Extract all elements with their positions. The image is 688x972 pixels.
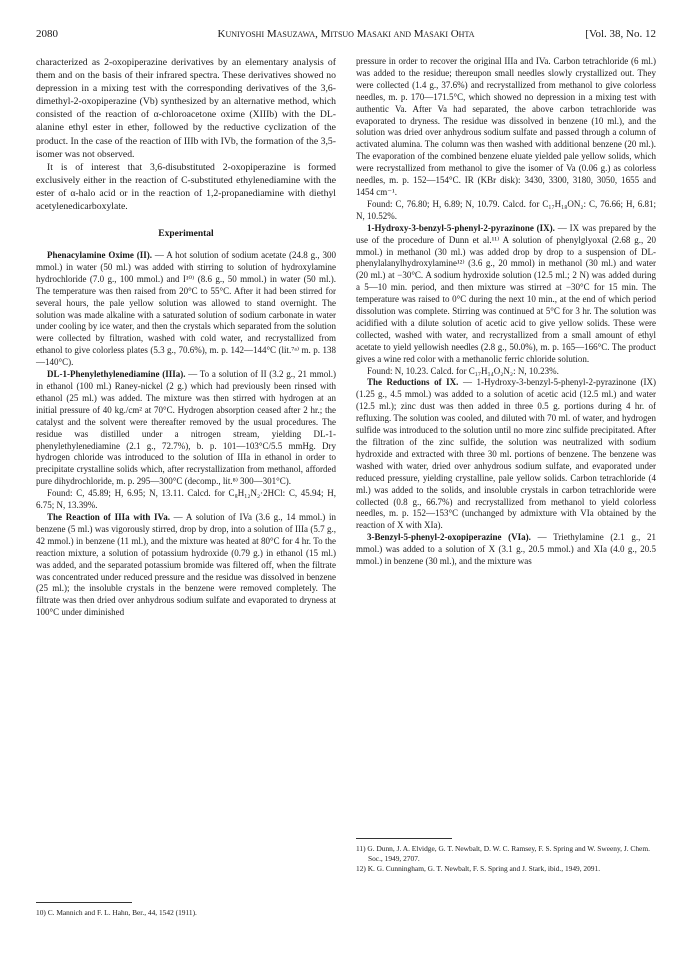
left-column — [36, 56, 336, 932]
procedure-paragraph — [36, 369, 336, 488]
procedure-body: — IX was prepared by the use of the procedure of Dunn et al.¹¹⁾ A solution of phenylglyoxal (2.68 g., 20 mmol.) in methanol (30 ml.) was added drop by drop to a suspension of DL-phenylalanylhydroxylamine¹²⁾ (3.6 g., 20 mmol) in methanol (30 ml.) and water (20 ml.) at −30°C. A sodium hydroxide solution (12.5 ml.; 2 N) was added during a 5—10 min. period, and then mixture was stirred at −30°C for 15 min. The temperature was raised to 0°C during the next 10 min., at the end of which period dissolution was complete. Stirring was continued at 5°C for 3 hr. The solution was acidified with a dilute solution of acetic acid to give yellow solids. These were collected, washed with water, and recrystallized from a small amount of ethyl acetate to yield yellowish needles (2.8 g., 50.0%), m. p. 165—166°C. The product gives a wine red color with a methanolic ferric chloride solution. — [356, 222, 657, 364]
running-head: Kuniyoshi Masuzawa, Mitsuo Masaki and Masaki Ohta — [217, 28, 475, 40]
page-number: 2080 — [36, 28, 58, 40]
right-column — [356, 56, 656, 841]
section-heading-experimental: Experimental — [158, 229, 214, 240]
volume-issue: [Vol. 38, No. 12 — [585, 28, 656, 40]
procedure-title: Phenacylamine Oxime (II). — [47, 250, 152, 261]
procedure-body: — Triethylamine (2.1 g., 21 mmol.) was added to a solution of X (3.1 g., 20.5 mmol.) and XIa (4.0 g., 20.5 mmol.) in benzene (30 ml.), and the mixture was — [356, 532, 656, 567]
intro-paragraph: characterized as 2-oxopiperazine derivatives by an elementary analysis of them and on the basis of their infrared spectra. These derivatives showed no depression in a mixing test with the corresponding derivatives of the 3,6-dimethyl-2-oxopiperazine (Vb) synthesized by an alternative method, which consisted of the reaction of α-chloroacetone oxime (XIIIb) with the DL-alanine ethyl ester in ether, followed by the reductive cyclization of the product. In the case of the reaction of IIIb with IVb, the formation of the 3,5-isomer was not observed. — [36, 57, 336, 160]
continued-paragraph: pressure in order to recover the original IIIa and IVa. Carbon tetrachloride (6 ml.) was added to the residue; thereupon small needles slowly crystallized out. They were collected (1.4 g., 37.6%) and recrystallized from methanol to give colorless needles, m. p. 170—171.5°C, which showed no depression in a mixing test with authentic Va. After Va had separated, the above carbon tetrachloride was evaporated to dryness. The residue was dissolved in benzene (10 ml.), and the solution was dried over anhydrous sodium sulfate and passed through a column of activated alumina. The column was then washed with additional benzene (20 ml.). The evaporation of the combined benzene eluate yielded pale yellow solids, which were recrystallized from methanol to give the isomer of Va (0.06 g.) as colorless needles, m. p. 152—154°C. IR (KBr disk): 3430, 3300, 3180, 3050, 1655 and 1454 cm⁻¹. — [356, 56, 656, 197]
footnotes-left — [36, 908, 336, 918]
procedure-paragraph — [36, 512, 336, 619]
procedure-paragraph — [356, 223, 656, 366]
footnote-rule — [36, 902, 132, 903]
procedure-title: 3-Benzyl-5-phenyl-2-oxopiperazine (VIa). — [367, 532, 531, 543]
procedure-title: The Reaction of IIIa with IVa. — [47, 511, 170, 522]
footnote: 12) K. G. Cunningham, G. T. Newbalt, F. S. Spring and J. Stark, ibid., 1949, 2091. — [356, 864, 601, 873]
procedure-paragraph — [356, 377, 656, 532]
procedure-paragraph — [356, 532, 656, 568]
procedure-paragraph — [36, 250, 336, 369]
procedure-body: — To a solution of II (3.2 g., 21 mmol.) in ethanol (100 ml.) Raney-nickel (2 g.) which had previously been rinsed with ethanol (25 ml.) was added. The mixture was then stirred with hydrogen at an initial pressure of 40 kg./cm² at 70°C. Hydrogen absorption ceased after 2 hr.; the catalyst and the solvent were thereafter removed by the usual procedures. The residue was distilled under a nitrogen stream, yielding DL-1-phenylethylenediamine (2.1 g., 72.7%), b. p. 101—103°C/5.5 mmHg. Dry hydrogen chloride was introduced to the solution of IIIa in ethanol in order to precipitate crystalline solids which, after recrystallization from methanol, afforded pure dihydrochloride, m. p. 295—300°C (decomp., lit.⁸⁾ 300—301°C). — [36, 369, 336, 487]
footnote: 11) G. Dunn, J. A. Elvidge, G. T. Newbalt, D. W. C. Ramsey, F. S. Spring and W. Sweeny, J. Chem. Soc., 1949, 2707. — [356, 844, 650, 863]
procedure-body: — A hot solution of sodium acetate (24.8 g., 300 mmol.) in water (50 ml.) was added with stirring to solution of hydroxylamine hydrochloride (7.0 g., 100 mmol.) and I¹⁰⁾ (8.6 g., 50 mmol.) in water (50 ml.). The temperature was then raised from 20°C to 55°C. After it had been stirred for several hours, the pale yellow solution was allowed to stand overnight. The solution was made alkaline with a saturated solution of sodium carbonate in water under cooling by ice water, and then the crystals which separated from the solution were collected by filtration, washed with cold water, and recrystallized from ethanol to give colorless plates (5.3 g., 70.6%), m. p. 142—144°C (lit.⁷ᵃ⁾ m. p. 138—140°C). — [36, 250, 336, 368]
procedure-body: — 1-Hydroxy-3-benzyl-5-phenyl-2-pyrazinone (IX) (1.25 g., 4.5 mmol.) was added to a solution of acetic acid (12.5 ml.) and water (12.5 ml.); zinc dust was then added in three 0.5 g. portions during 4 hr. of refluxing. The solution was cooled, and diluted with 70 ml. of water, and hydrogen sulfide was introduced to the solution until no more zinc sulfide precipitated. After the filtration of the zinc sulfide, the solution was neutralized with sodium hydroxide and extracted with three 30 ml. portions of benzene. The benzene was washed with water, dried over anhydrous sodium sulfate, and evaporated under reduced pressure, yielding crystalline, pale yellow solids. Carbon tetrachloride (4 ml.) was added to the solids, and insoluble crystals in carbon tetrachloride were collected (0.8 g., 66.7%) and recrystallized from methanol to yield colorless needles, m. p. 152—153°C (unchanged by admixture with VIa obtained by the reaction of X with XIa). — [356, 377, 656, 531]
procedure-title: DL-1-Phenylethylenediamine (IIIa). — [47, 369, 186, 380]
intro-paragraph: It is of interest that 3,6-disubstituted 2-oxopiperazine is formed exclusively either in the reaction of C-substituted ethylenediamine with the ester of α-halo acid or in the reaction of 1,2-propanediamine with diethyl acetylenedicarboxylate. — [36, 161, 336, 213]
procedure-title: 1-Hydroxy-3-benzyl-5-phenyl-2-pyrazinone (IX). — [367, 222, 555, 233]
analysis-result: Found: C, 45.89; H, 6.95; N, 13.11. Calcd. for C₈H₁₂N₂·2HCl: C, 45.94; H, 6.75; N, 13.39%. — [36, 488, 336, 511]
analysis-result: Found: C, 76.80; H, 6.89; N, 10.79. Calcd. for C₁₇H₁₈ON₂: C, 76.66; H, 6.81; N, 10.52%. — [356, 198, 656, 221]
procedure-body: — A solution of IVa (3.6 g., 14 mmol.) in benzene (5 ml.) was vigorously stirred, drop by drop, into a solution of IIIa (5.7 g., 42 mmol.) in benzene (11 ml.), and the mixture was heated at 80°C for 4 hr. To the reaction mixture, a solution of potassium hydroxide (0.79 g.) in ethanol (15 ml.) was added, and the separated potassium bromide was filtered off, when the filtrate was concentrated under reduced pressure and the residue was dissolved in benzene (25 ml.); the insoluble crystals in the benzene were removed completely. The filtrate was then dried over anhydrous sodium sulfate and evaporated to dryness at 100°C under diminished — [36, 511, 336, 618]
footnote-rule — [356, 838, 452, 839]
footnotes-right — [356, 844, 656, 874]
footnote: 10) C. Mannich and F. L. Hahn, Ber., 44, 1542 (1911). — [36, 908, 197, 917]
analysis-result: Found: N, 10.23. Calcd. for C₁₇H₁₄O₂N₂: N, 10.23%. — [367, 365, 559, 376]
page-header — [36, 26, 656, 42]
procedure-title: The Reductions of IX. — [367, 377, 459, 388]
